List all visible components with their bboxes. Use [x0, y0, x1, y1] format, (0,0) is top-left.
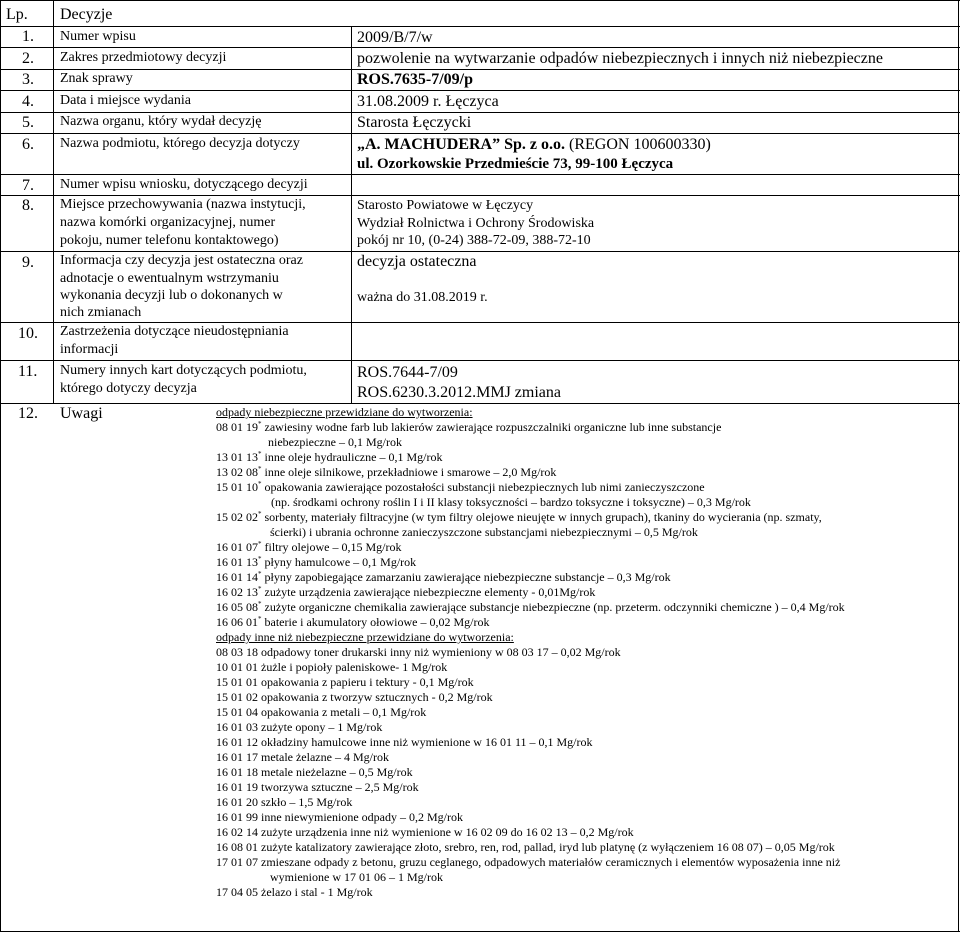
- row-label: Uwagi: [60, 405, 103, 422]
- waste-item: [216, 555, 956, 570]
- waste-item: 17 04 05 żelazo i stal - 1 Mg/rok: [216, 885, 373, 899]
- hazard-asterisk: *: [258, 585, 262, 593]
- row-label: informacji: [60, 342, 119, 357]
- waste-item: [216, 540, 956, 555]
- row-value: ROS.6230.3.2012.MMJ zmiana: [357, 384, 561, 401]
- waste-description: baterie i akumulatory ołowiowe – 0,02 Mg/rok: [261, 615, 490, 629]
- waste-item: 15 01 04 opakowania z metali – 0,1 Mg/rok: [216, 705, 427, 719]
- waste-item: [216, 465, 956, 480]
- row-number: 11.: [18, 363, 38, 380]
- waste-item: 16 01 19 tworzywa sztuczne – 2,5 Mg/rok: [216, 780, 419, 794]
- waste-code: 16 01 14: [216, 570, 258, 584]
- waste-item: 15 01 02 opakowania z tworzyw sztucznych - 0,2 Mg/rok: [216, 690, 493, 704]
- waste-description: płyny hamulcowe – 0,1 Mg/rok: [261, 555, 417, 569]
- row-divider: [0, 174, 960, 175]
- waste-item: 08 03 18 odpadowy toner drukarski inny niż wymieniony w 08 03 17 – 0,02 Mg/rok: [216, 645, 621, 659]
- row-label: pokoju, numer telefonu kontaktowego): [60, 233, 279, 248]
- waste-item: 16 01 17 metale żelazne – 4 Mg/rok: [216, 750, 389, 764]
- waste-item: 16 01 03 zużyte opony – 1 Mg/rok: [216, 720, 383, 734]
- waste-description: płyny zapobiegające zamarzaniu zawierające niebezpieczne substancje – 0,3 Mg/rok: [261, 570, 671, 584]
- waste-description: zużyte organiczne chemikalia zawierające substancje niebezpieczne (np. przeterm. odczynniki chemiczne ) – 0,4 Mg/rok: [261, 600, 845, 614]
- row-value: ROS.7644-7/09: [357, 364, 458, 381]
- waste-code: 16 01 07: [216, 540, 258, 554]
- waste-item: 16 02 14 zużyte urządzenia inne niż wymienione w 16 02 09 do 16 02 13 – 0,2 Mg/rok: [216, 825, 634, 839]
- company-name: „A. MACHUDERA” Sp. z o.o.: [357, 136, 565, 153]
- other-waste-list: [216, 645, 956, 900]
- table-border-top: [0, 0, 960, 1]
- hazard-asterisk: *: [258, 555, 262, 563]
- table-border-bottom: [0, 931, 960, 932]
- hazard-asterisk: *: [258, 600, 262, 608]
- hazard-asterisk: *: [258, 465, 262, 473]
- waste-item: [216, 600, 956, 615]
- waste-code: 16 05 08: [216, 600, 258, 614]
- decision-status: decyzja ostateczna: [357, 253, 477, 270]
- row-label: adnotacje o ewentualnym wstrzymaniu: [60, 271, 279, 286]
- waste-item: [216, 510, 956, 525]
- row-number: 2.: [22, 50, 34, 67]
- row-divider: [0, 90, 960, 91]
- waste-item: 16 01 20 szkło – 1,5 Mg/rok: [216, 795, 353, 809]
- row-divider: [0, 133, 960, 134]
- row-divider: [0, 26, 960, 27]
- row-number: 5.: [22, 114, 34, 131]
- row-label: Informacja czy decyzja jest ostateczna oraz: [60, 253, 303, 268]
- waste-description: filtry olejowe – 0,15 Mg/rok: [261, 540, 402, 554]
- row-label: Numery innych kart dotyczących podmiotu,: [60, 363, 307, 378]
- hazard-asterisk: *: [258, 450, 262, 458]
- hazardous-waste-list: [216, 420, 956, 630]
- waste-item: [216, 420, 956, 435]
- row-label: Miejsce przechowywania (nazwa instytucji,: [60, 197, 306, 212]
- row-value: Starosta Łęczycki: [357, 114, 472, 131]
- row-number: 8.: [22, 197, 34, 214]
- waste-item: [216, 450, 956, 465]
- waste-item: [216, 480, 956, 495]
- row-label: Zakres przedmiotowy decyzji: [60, 50, 227, 65]
- waste-description: zużyte urządzenia zawierające niebezpieczne elementy - 0,01Mg/rok: [261, 585, 596, 599]
- header-decyzje: Decyzje: [60, 6, 113, 23]
- row-label: Nazwa podmiotu, którego decyzja dotyczy: [60, 136, 300, 151]
- row-label: Zastrzeżenia dotyczące nieudostępniania: [60, 324, 289, 339]
- waste-code: 13 02 08: [216, 465, 258, 479]
- waste-description: zawiesiny wodne farb lub lakierów zawierające rozpuszczalniki organiczne lub inne substancje: [261, 420, 722, 434]
- waste-description: inne oleje silnikowe, przekładniowe i smarowe – 2,0 Mg/rok: [261, 465, 557, 479]
- row-number: 6.: [22, 136, 34, 153]
- row-label: Numer wpisu: [60, 29, 136, 44]
- row-label: wykonania decyzji lub o dokonanych w: [60, 288, 283, 303]
- row-value: pokój nr 10, (0-24) 388-72-09, 388-72-10: [357, 233, 591, 248]
- waste-code: 16 02 13: [216, 585, 258, 599]
- row-value: pozwolenie na wytwarzanie odpadów niebezpiecznych i innych niż niebezpieczne: [357, 50, 883, 67]
- row-number: 9.: [22, 254, 34, 271]
- row-label: nich zmianach: [60, 305, 142, 320]
- waste-item: [216, 570, 956, 585]
- valid-until: ważna do 31.08.2019 r.: [357, 290, 488, 305]
- column-divider-lp: [53, 0, 54, 404]
- row-label: Data i miejsce wydania: [60, 93, 192, 108]
- row-label: Nazwa organu, który wydał decyzję: [60, 114, 262, 129]
- waste-item: 16 01 99 inne niewymienione odpady – 0,2 Mg/rok: [216, 810, 463, 824]
- table-border-left: [0, 0, 1, 932]
- row-value: [357, 136, 711, 154]
- hazard-asterisk: *: [258, 540, 262, 548]
- row-number: 1.: [22, 28, 34, 45]
- row-label: którego dotyczy decyzja: [60, 381, 197, 396]
- hazard-asterisk: *: [258, 420, 262, 428]
- remarks-content: [216, 405, 956, 900]
- row-value: Wydział Rolnictwa i Ochrony Środowiska: [357, 216, 595, 231]
- waste-item: 17 01 07 zmieszane odpady z betonu, gruzu ceglanego, odpadowych materiałów ceramicznych i elementów wyposażenia inne niż: [216, 855, 841, 869]
- waste-description-continued: niebezpieczne – 0,1 Mg/rok: [268, 435, 402, 449]
- hazard-asterisk: *: [258, 570, 262, 578]
- row-number: 10.: [18, 325, 38, 342]
- regon-number: (REGON 100600330): [565, 136, 711, 153]
- waste-code: 13 01 13: [216, 450, 258, 464]
- waste-code: 16 01 13: [216, 555, 258, 569]
- waste-description: inne oleje hydrauliczne – 0,1 Mg/rok: [261, 450, 443, 464]
- waste-item: 16 01 18 metale nieżelazne – 0,5 Mg/rok: [216, 765, 413, 779]
- waste-item: 16 08 01 zużyte katalizatory zawierające złoto, srebro, ren, rod, pallad, iryd lub platynę (z wyłączeniem 16 08 07) – 0,05 Mg/rok: [216, 840, 835, 854]
- waste-item: [216, 615, 956, 630]
- waste-description-continued: wymienione w 17 01 06 – 1 Mg/rok: [270, 870, 443, 884]
- hazardous-waste-heading: odpady niebezpieczne przewidziane do wytworzenia:: [216, 405, 473, 419]
- row-value: 31.08.2009 r. Łęczyca: [357, 93, 499, 110]
- row-divider: [0, 47, 960, 48]
- waste-description: sorbenty, materiały filtracyjne (w tym filtry olejowe nieujęte w innych grupach), tkaniny do wycierania (np. szmaty,: [261, 510, 822, 524]
- waste-item: 10 01 01 żużle i popioły paleniskowe- 1 Mg/rok: [216, 660, 448, 674]
- table-border-right: [958, 0, 959, 932]
- waste-description-continued: ścierki) i ubrania ochronne zanieczyszczone substancjami niebezpiecznymi – 0,5 Mg/rok: [270, 525, 698, 539]
- other-waste-heading: odpady inne niż niebezpieczne przewidziane do wytworzenia:: [216, 630, 514, 644]
- row-label: Znak sprawy: [60, 71, 133, 86]
- row-number: 4.: [22, 93, 34, 110]
- row-value: Starosto Powiatowe w Łęczycy: [357, 198, 534, 213]
- hazard-asterisk: *: [258, 480, 262, 488]
- waste-item: 16 01 12 okładziny hamulcowe inne niż wymienione w 16 01 11 – 0,1 Mg/rok: [216, 735, 593, 749]
- waste-description-continued: (np. środkami ochrony roślin I i II klasy toksyczności – bardzo toksyczne i toksyczne) – 0,3 Mg/rok: [271, 495, 751, 509]
- row-label: nazwa komórki organizacyjnej, numer: [60, 215, 276, 230]
- row-number: 3.: [22, 71, 34, 88]
- row-divider: [0, 360, 960, 361]
- hazard-asterisk: *: [258, 510, 262, 518]
- waste-code: 15 01 10: [216, 480, 258, 494]
- waste-code: 15 02 02: [216, 510, 258, 524]
- row-value: 2009/B/7/w: [357, 29, 433, 46]
- row-value: ROS.7635-7/09/p: [357, 71, 474, 88]
- row-divider: [0, 403, 960, 404]
- header-lp: Lp.: [6, 6, 28, 23]
- waste-code: 16 06 01: [216, 615, 258, 629]
- waste-code: 08 01 19: [216, 420, 258, 434]
- company-address: ul. Ozorkowskie Przedmieście 73, 99-100 Łęczyca: [357, 156, 674, 172]
- waste-description: opakowania zawierające pozostałości substancji niebezpiecznych lub nimi zanieczyszczone: [261, 480, 705, 494]
- row-divider: [0, 69, 960, 70]
- hazard-asterisk: *: [258, 615, 262, 623]
- row-number: 12.: [18, 405, 38, 422]
- column-divider-value: [351, 26, 352, 404]
- row-label: Numer wpisu wniosku, dotyczącego decyzji: [60, 177, 308, 192]
- waste-item: 15 01 01 opakowania z papieru i tektury - 0,1 Mg/rok: [216, 675, 474, 689]
- row-number: 7.: [22, 177, 34, 194]
- waste-item: [216, 585, 956, 600]
